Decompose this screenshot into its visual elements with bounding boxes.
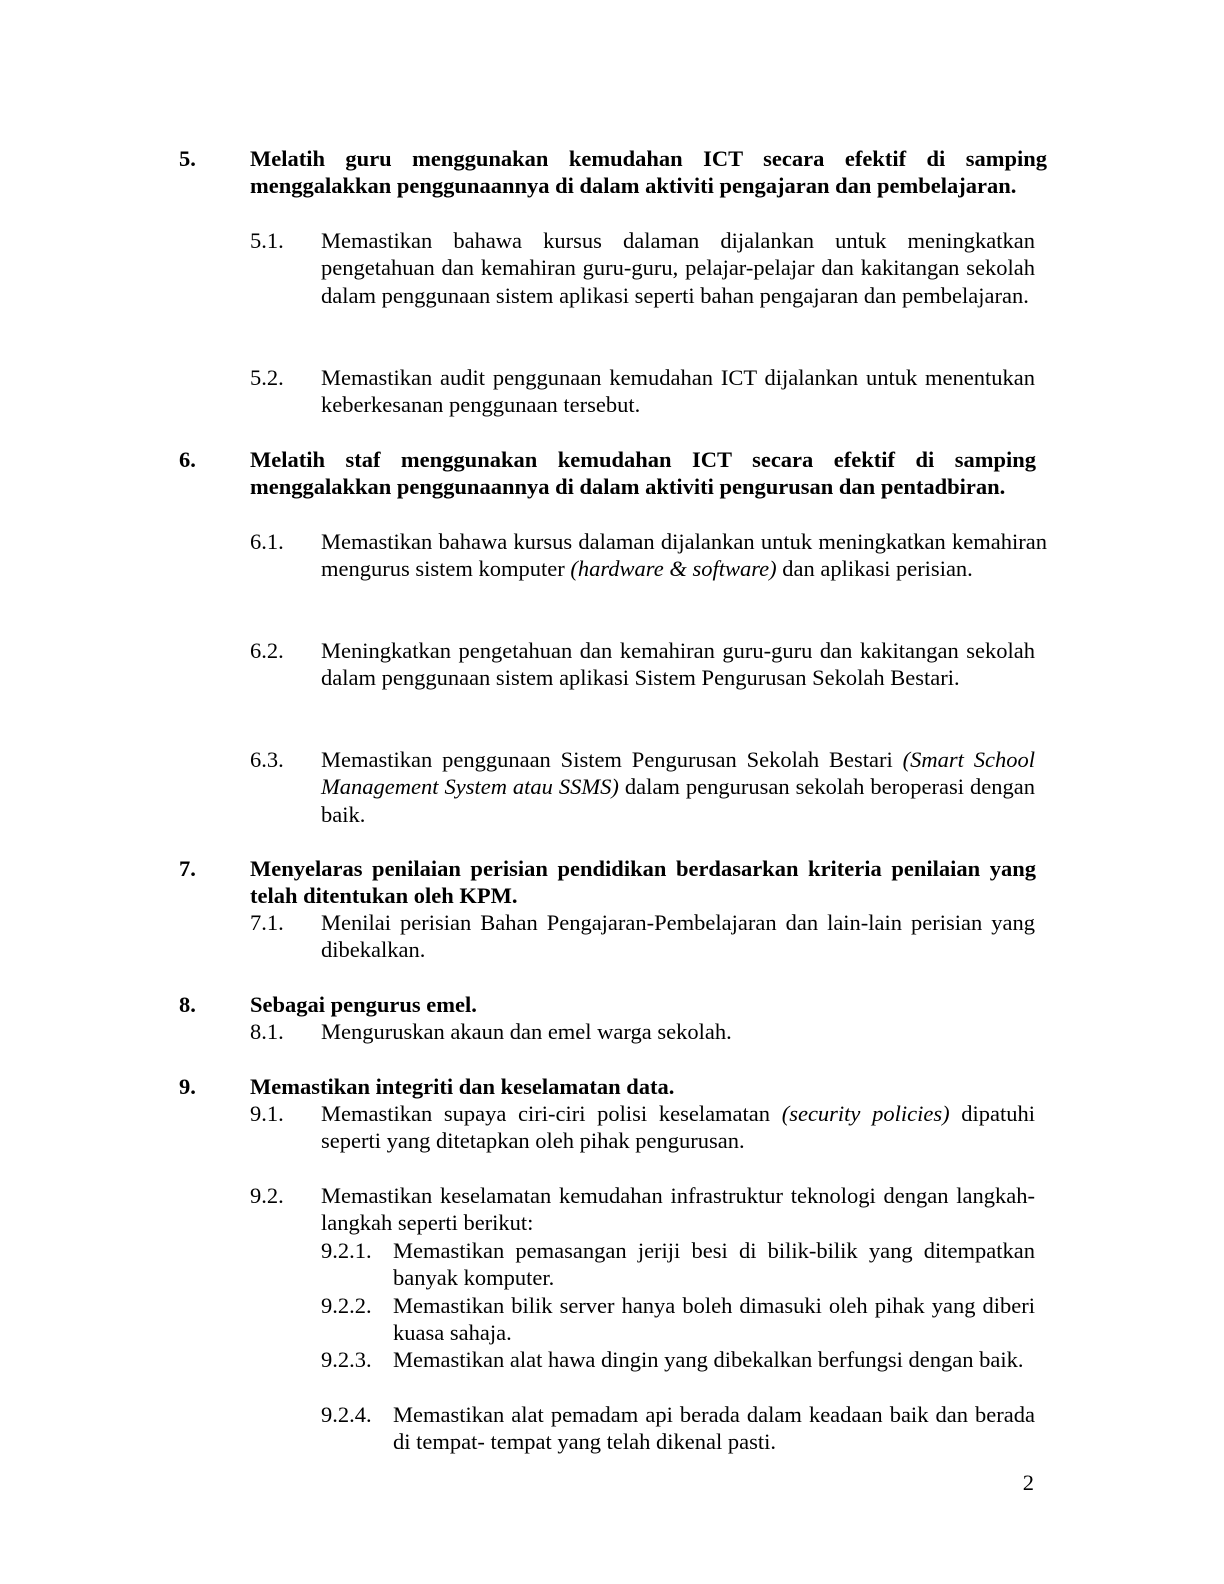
section-number: 9. (179, 1074, 196, 1099)
subitem-text: Memastikan alat hawa dingin yang dibekalkan berfungsi dengan baik. (393, 1347, 1024, 1372)
item-text: Memastikan keselamatan kemudahan infrastruktur teknologi dengan langkah-langkah seperti berikut: (321, 1183, 1035, 1236)
item-text: Memastikan audit penggunaan kemudahan ICT dijalankan untuk menentukan keberkesanan penggunaan tersebut. (321, 365, 1035, 418)
item-text: Memastikan bahawa kursus dalaman dijalankan untuk meningkatkan pengetahuan dan kemahiran guru-guru, pelajar-pelajar dan kakitangan sekolah dalam penggunaan sistem aplikasi seperti bahan pengajaran dan pembelajaran. (321, 228, 1035, 308)
section-number: 5. (179, 146, 196, 171)
item-text: Memastikan bahawa kursus dalaman dijalankan untuk meningkatkan kemahiran mengurus sistem komputer (hardware & software) dan aplikasi perisian. (321, 529, 1047, 582)
item-text: Memastikan supaya ciri-ciri polisi keselamatan (security policies) dipatuhi seperti yang ditetapkan oleh pihak pengurusan. (321, 1101, 1035, 1154)
item-number: 6.2. (250, 638, 284, 663)
subitem-number: 9.2.4. (321, 1402, 372, 1427)
item-number: 7.1. (250, 910, 284, 935)
subitem-number: 9.2.2. (321, 1293, 372, 1318)
item-number: 8.1. (250, 1019, 284, 1044)
section-number: 7. (179, 856, 196, 881)
subitem-number: 9.2.1. (321, 1238, 372, 1263)
item-number: 5.1. (250, 228, 284, 253)
subitem-text: Memastikan pemasangan jeriji besi di bilik-bilik yang ditempatkan banyak komputer. (393, 1238, 1035, 1291)
section-heading: Sebagai pengurus emel. (250, 992, 477, 1017)
section-heading: Melatih guru menggunakan kemudahan ICT secara efektif di samping menggalakkan penggunaannya di dalam aktiviti pengajaran dan pembelajaran. (250, 146, 1047, 199)
subitem-text: Memastikan alat pemadam api berada dalam keadaan baik dan berada di tempat- tempat yang telah dikenal pasti. (393, 1402, 1035, 1455)
section-number: 8. (179, 992, 196, 1017)
item-number: 5.2. (250, 365, 284, 390)
section-heading: Melatih staf menggunakan kemudahan ICT secara efektif di samping menggalakkan penggunaannya di dalam aktiviti pengurusan dan pentadbiran. (250, 447, 1036, 500)
item-number: 9.1. (250, 1101, 284, 1126)
item-text: Memastikan penggunaan Sistem Pengurusan Sekolah Bestari (Smart School Management System atau SSMS) dalam pengurusan sekolah beroperasi dengan baik. (321, 747, 1035, 827)
section-number: 6. (179, 447, 196, 472)
item-number: 6.3. (250, 747, 284, 772)
item-text: Menilai perisian Bahan Pengajaran-Pembelajaran dan lain-lain perisian yang dibekalkan. (321, 910, 1035, 963)
subitem-text: Memastikan bilik server hanya boleh dimasuki oleh pihak yang diberi kuasa sahaja. (393, 1293, 1035, 1346)
item-text: Meningkatkan pengetahuan dan kemahiran guru-guru dan kakitangan sekolah dalam penggunaan sistem aplikasi Sistem Pengurusan Sekolah Bestari. (321, 638, 1035, 691)
page-number: 2 (1022, 1470, 1034, 1495)
item-number: 9.2. (250, 1183, 284, 1208)
subitem-number: 9.2.3. (321, 1347, 372, 1372)
section-heading: Memastikan integriti dan keselamatan data. (250, 1074, 675, 1099)
item-number: 6.1. (250, 529, 284, 554)
section-heading: Menyelaras penilaian perisian pendidikan berdasarkan kriteria penilaian yang telah ditentukan oleh KPM. (250, 856, 1036, 909)
item-text: Menguruskan akaun dan emel warga sekolah. (321, 1019, 732, 1044)
